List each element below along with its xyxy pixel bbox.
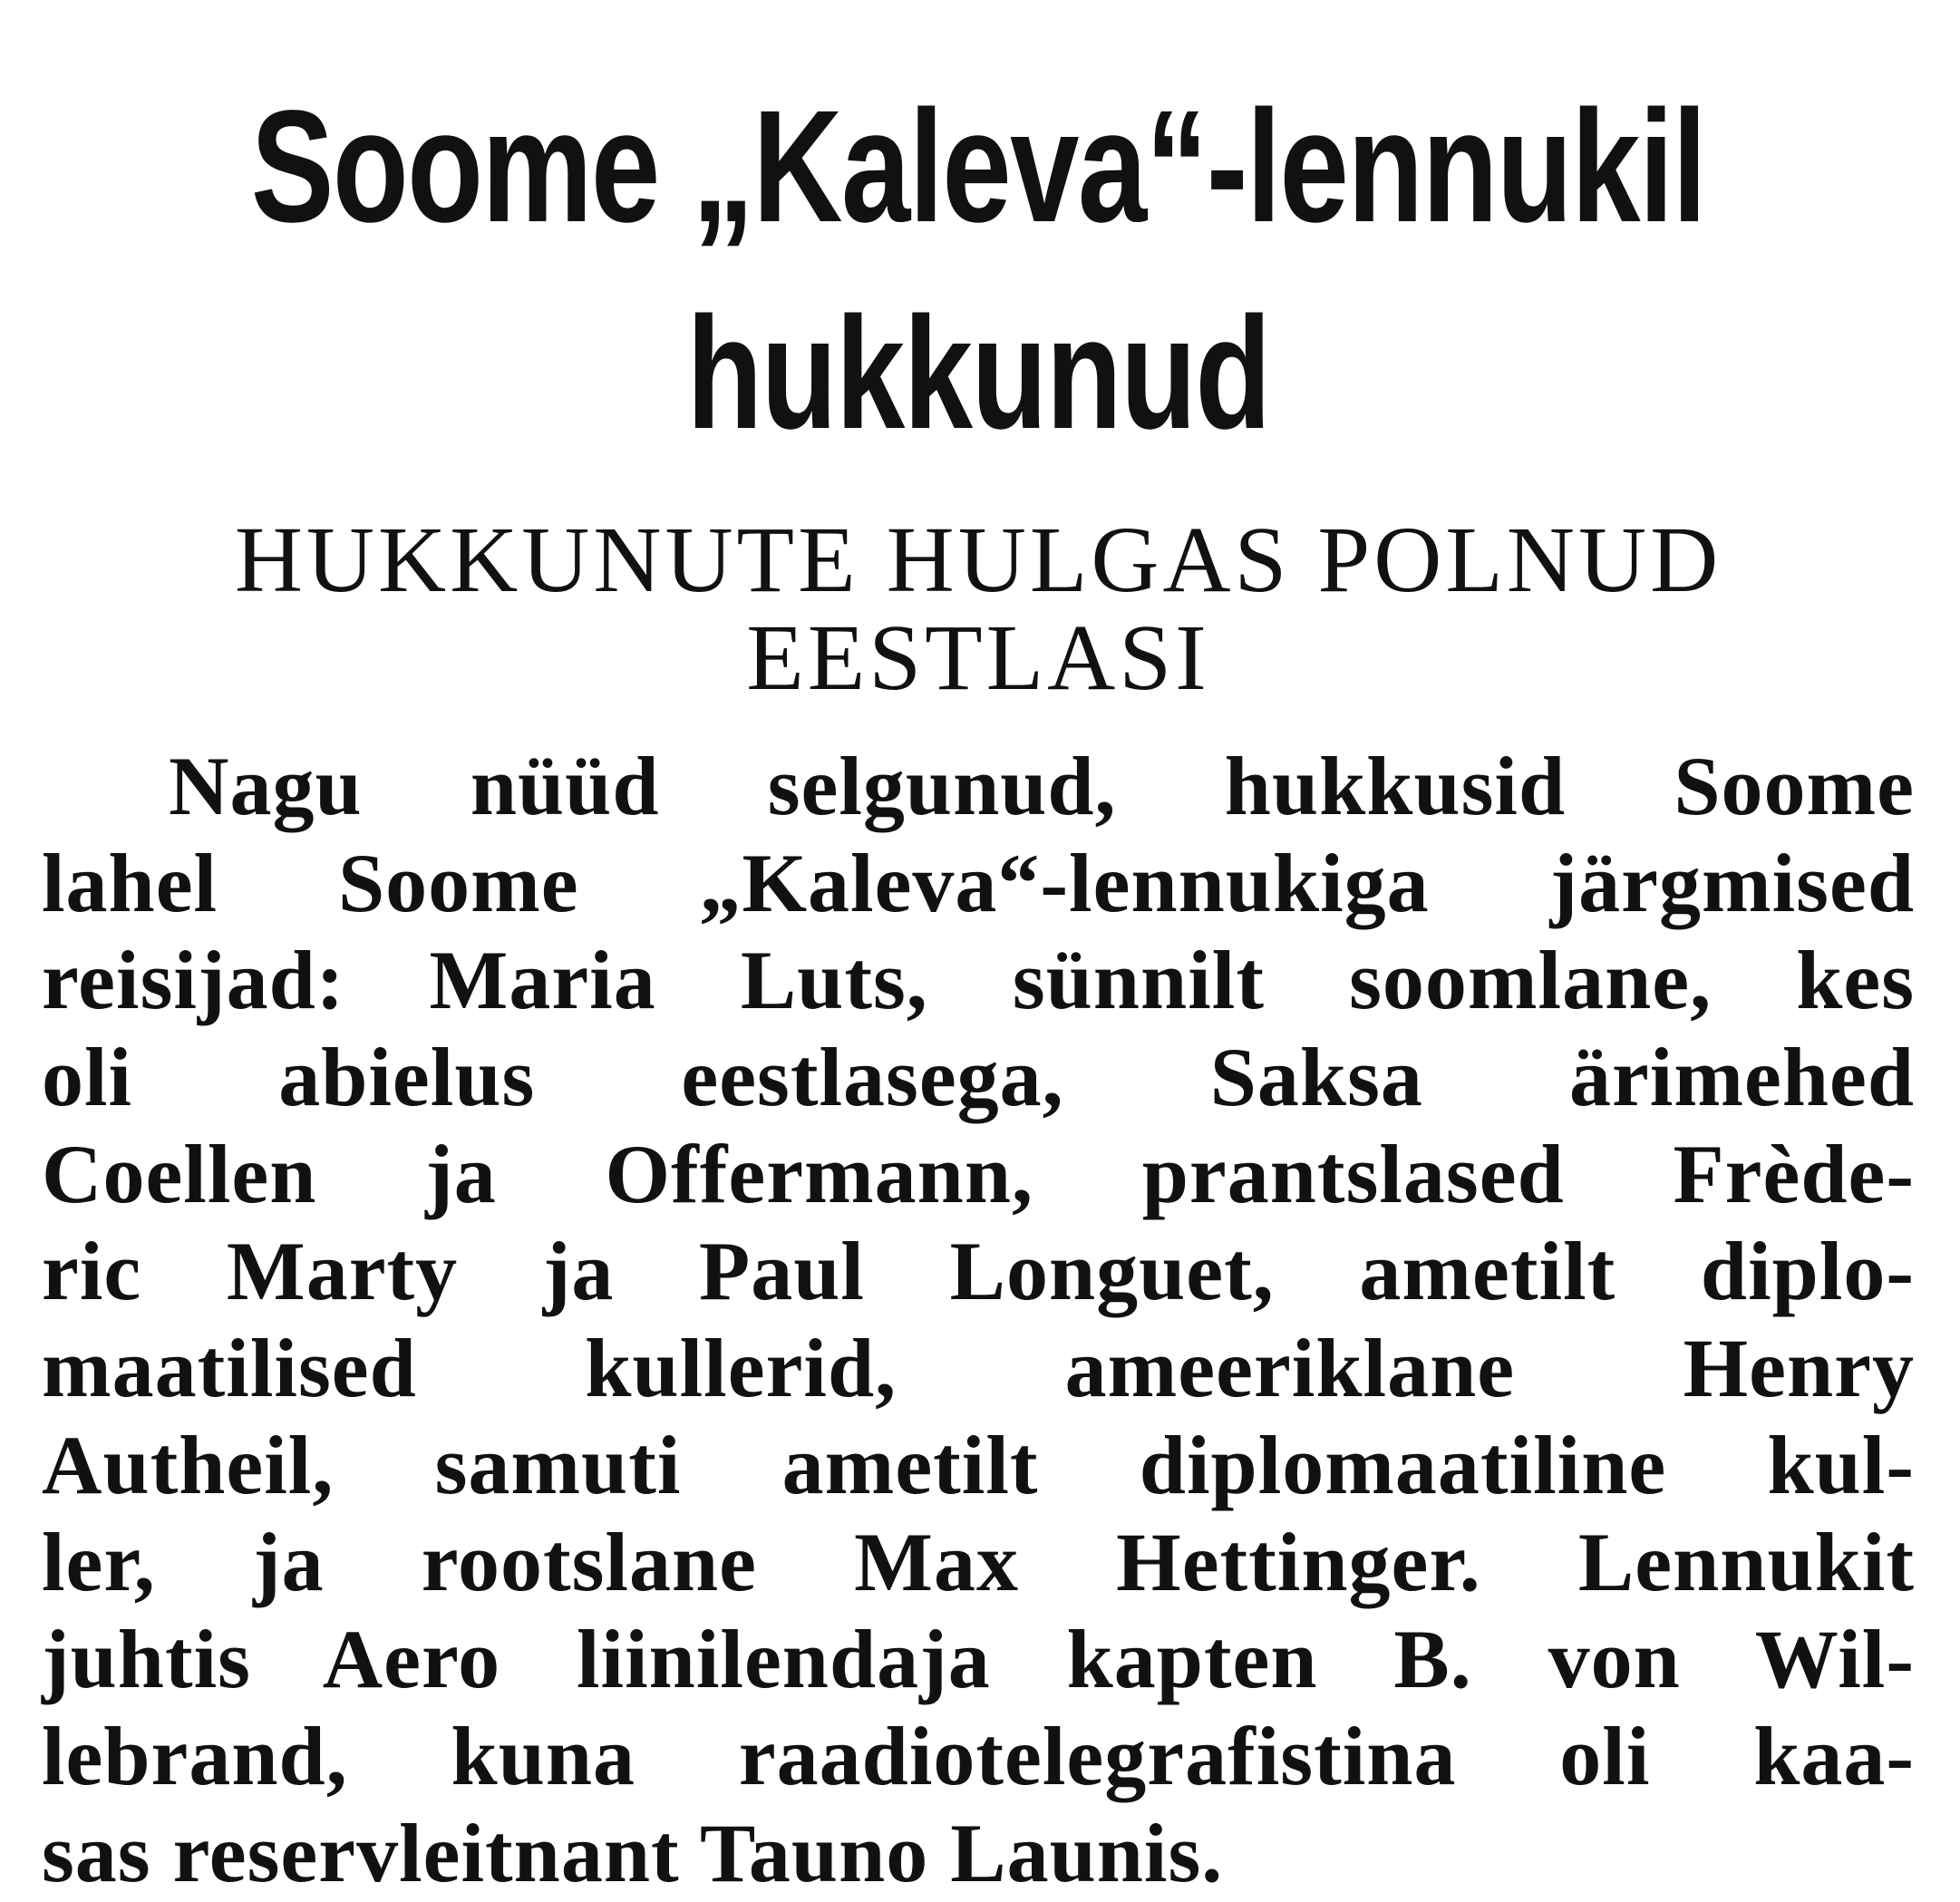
body-line: ric Marty ja Paul Longuet, ametilt diplo- [42, 1225, 1915, 1317]
subheadline [42, 508, 1915, 710]
subheadline-line-1: HUKKUNUTE HULGAS POLNUD [234, 508, 1722, 612]
body-line: lebrand, kuna raadiotelegrafistina oli kaa- [42, 1710, 1915, 1802]
article-body [42, 738, 1915, 1902]
body-line: lahel Soome „Kaleva“-lennukiga järgmised [42, 837, 1915, 929]
body-line: sas reservleitnant Tauno Launis. [42, 1807, 1224, 1899]
body-line: Coellen ja Offermann, prantslased Frède- [42, 1128, 1915, 1220]
body-line: Nagu nüüd selgunud, hukkusid Soome [169, 740, 1915, 832]
body-line: ler, ja rootslane Max Hettinger. Lennukit [42, 1516, 1915, 1608]
subheadline-line-2: EESTLASI [746, 606, 1210, 710]
body-line: juhtis Aero liinilendaja kapten B. von Wil- [42, 1613, 1915, 1705]
body-line: maatilised kullerid, ameeriklane Henry [42, 1322, 1915, 1414]
headline [247, 63, 1708, 477]
body-line: Autheil, samuti ametilt diplomaatiline kul- [42, 1419, 1915, 1511]
headline-line-2: hukkunud [686, 285, 1270, 462]
body-line: oli abielus eestlasega, Saksa ärimehed [42, 1031, 1915, 1123]
body-line: reisijad: Maria Luts, sünnilt soomlane, kes [42, 934, 1915, 1026]
headline-line-1: Soome „Kaleva“-lennukil [250, 78, 1706, 256]
